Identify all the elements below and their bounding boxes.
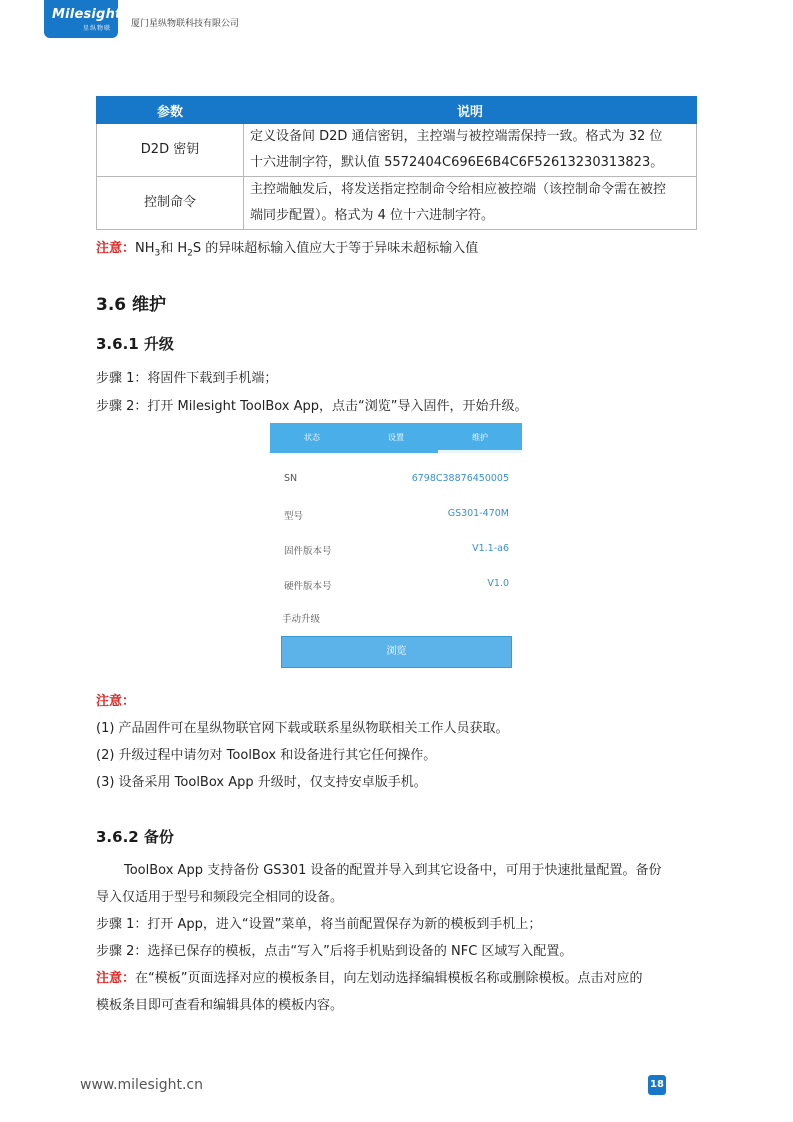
backup-note (96, 969, 643, 989)
desc-line: 十六进制字符，默认值 5572404C696E6B4C6F52613230313823。 (250, 155, 664, 170)
backup-step-1: 步骤 1：打开 App，进入“设置”菜单，将当前配置保存为新的模板到手机上； (96, 917, 542, 932)
note-text: NH (135, 241, 155, 256)
logo-text: Milesight (52, 7, 122, 22)
section-title-upgrade: 3.6.1 升级 (96, 335, 174, 353)
backup-paragraph-line: ToolBox App 支持备份 GS301 设备的配置并导入到其它设备中，可用于快速批量配置。备份 (124, 863, 662, 878)
note-item: (2) 升级过程中请勿对 ToolBox 和设备进行其它任何操作。 (96, 748, 437, 763)
hardware-version-value: V1.0 (487, 578, 509, 589)
footer-url: www.milesight.cn (80, 1077, 203, 1093)
backup-paragraph-line: 导入仅适用于型号和频段完全相同的设备。 (96, 890, 344, 905)
desc-line: 主控端触发后，将发送指定控制命令给相应被控端（该控制命令需在被控 (250, 182, 667, 197)
subscript: 2 (187, 248, 193, 259)
table-header-row (97, 97, 697, 124)
active-tab-indicator (438, 450, 522, 453)
note-label: 注意： (96, 971, 136, 986)
parameter-table (96, 96, 697, 230)
table-cell-desc (244, 124, 697, 177)
section-title-maintenance: 3.6 维护 (96, 295, 167, 315)
company-logo (44, 0, 122, 38)
firmware-version-value: V1.1-a6 (472, 543, 509, 554)
model-label: 型号 (284, 511, 304, 522)
tab-maintenance[interactable]: 维护 (472, 433, 488, 442)
note-text: 在“模板”页面选择对应的模板条目，向左划动选择编辑模板名称或删除模板。点击对应的 (135, 971, 643, 986)
desc-line: 端同步配置）。格式为 4 位十六进制字符。 (250, 208, 495, 223)
sn-label: SN (284, 473, 298, 484)
upgrade-step-2: 步骤 2：打开 Milesight ToolBox App，点击“浏览”导入固件，开始升级。 (96, 399, 528, 414)
note-text: S 的异味超标输入值应大于等于异味未超标输入值 (192, 241, 479, 256)
backup-step-2: 步骤 2：选择已保存的模板，点击“写入”后将手机贴到设备的 NFC 区域写入配置。 (96, 944, 573, 959)
note-item: (3) 设备采用 ToolBox App 升级时，仅支持安卓版手机。 (96, 775, 427, 790)
logo-subtext: 星纵物联 (83, 25, 112, 32)
note-label: 注意： (96, 241, 136, 256)
hardware-version-label: 硬件版本号 (284, 581, 332, 592)
note-text: 和 H (160, 241, 188, 256)
firmware-version-label: 固件版本号 (284, 546, 332, 557)
company-name: 厦门星纵物联科技有限公司 (131, 19, 240, 29)
table-header-param: 参数 (97, 97, 244, 124)
subscript: 3 (154, 248, 161, 259)
section-title-backup: 3.6.2 备份 (96, 828, 174, 846)
page-number: 18 (648, 1075, 666, 1095)
table-header-desc: 说明 (244, 97, 697, 124)
app-tab-bar (270, 423, 522, 453)
table-cell-desc (244, 177, 697, 230)
manual-upgrade-label: 手动升级 (282, 614, 321, 625)
note-odor (96, 239, 478, 264)
upgrade-step-1: 步骤 1：将固件下载到手机端； (96, 371, 278, 386)
note-label: 注意： (96, 694, 136, 709)
table-cell-param: D2D 密钥 (97, 124, 244, 177)
browse-button[interactable]: 浏览 (281, 636, 512, 668)
backup-note-line: 模板条目即可查看和编辑具体的模板内容。 (96, 998, 344, 1013)
app-screenshot (270, 423, 522, 673)
table-row (97, 177, 697, 230)
desc-line: 定义设备间 D2D 通信密钥，主控端与被控端需保持一致。格式为 32 位 (250, 129, 663, 144)
note-item: (1) 产品固件可在星纵物联官网下载或联系星纵物联相关工作人员获取。 (96, 721, 509, 736)
table-cell-param: 控制命令 (97, 177, 244, 230)
tab-status[interactable]: 状态 (304, 433, 320, 442)
table-row (97, 124, 697, 177)
sn-value: 6798C38876450005 (411, 473, 509, 484)
model-value: GS301-470M (447, 508, 509, 519)
tab-settings[interactable]: 设置 (388, 433, 404, 442)
